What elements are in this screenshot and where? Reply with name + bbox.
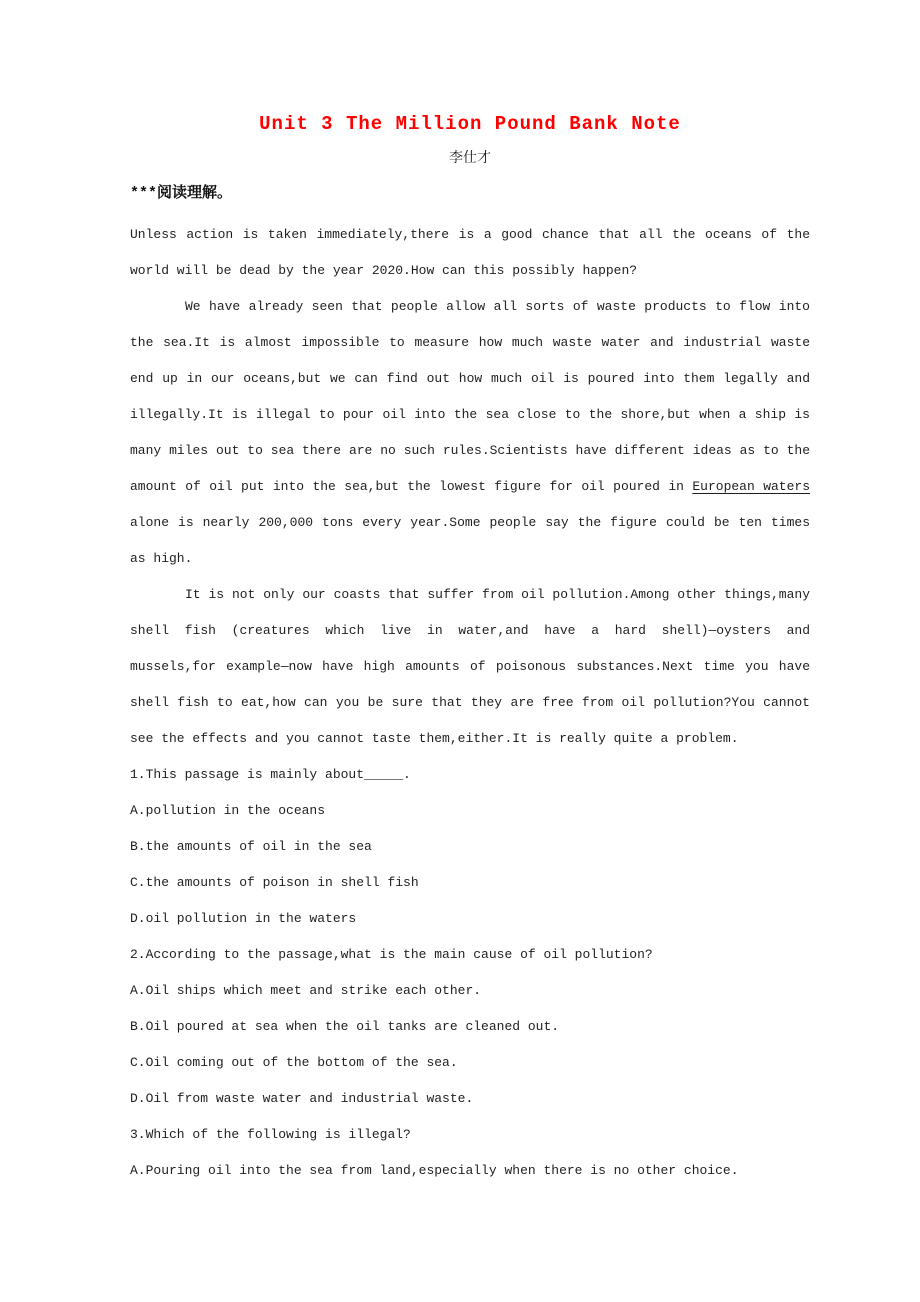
- section-heading: ***阅读理解。: [130, 185, 233, 202]
- passage-text: alone is nearly 200,000 tons every year.Some people say the figure could be ten times as high.: [130, 515, 810, 566]
- question-2-option-a: A.Oil ships which meet and strike each other.: [130, 983, 482, 998]
- passage-and-questions: [130, 217, 810, 1189]
- passage-paragraph-2: [130, 289, 810, 577]
- passage-paragraph-3: [130, 577, 810, 757]
- question-1-option-b: B.the amounts of oil in the sea: [130, 839, 372, 854]
- question-2-option-b: B.Oil poured at sea when the oil tanks are cleaned out.: [130, 1019, 560, 1034]
- question-1-option-c: C.the amounts of poison in shell fish: [130, 875, 419, 890]
- underlined-phrase: European waters: [692, 479, 810, 494]
- question-2-option-c: C.Oil coming out of the bottom of the sea.: [130, 1055, 458, 1070]
- question-2-stem: 2.According to the passage,what is the main cause of oil pollution?: [130, 947, 653, 962]
- question-1-stem: 1.This passage is mainly about_____.: [130, 767, 411, 782]
- author-name: 李仕才: [449, 151, 491, 167]
- question-1-option-d: D.oil pollution in the waters: [130, 911, 357, 926]
- question-2-option-d: D.Oil from waste water and industrial waste.: [130, 1091, 474, 1106]
- passage-paragraph-1: [130, 217, 810, 289]
- question-3-stem: 3.Which of the following is illegal?: [130, 1127, 411, 1142]
- passage-text: We have already seen that people allow all sorts of waste products to flow into the sea.It is almost impossible to measure how much waste water and industrial waste end up in our oceans,but we can find out how much oil is poured into them legally and illegally.It is illegal to pour oil into the sea close to the shore,but when a ship is many miles out to sea there are no such rules.Scientists have different ideas as to the amount of oil put into the sea,but the lowest figure for oil poured in: [130, 299, 810, 494]
- question-3-option-a: A.Pouring oil into the sea from land,especially when there is no other choice.: [130, 1163, 739, 1178]
- passage-text: It is not only our coasts that suffer from oil pollution.Among other things,many shell fish (creatures which live in water,and have a hard shell)—oysters and mussels,for example—now have high amounts of poisonous substances.Next time you have shell fish to eat,how can you be sure that they are free from oil pollution?You cannot see the effects and you cannot taste them,either.It is really quite a problem.: [130, 587, 810, 746]
- passage-text: Unless action is taken immediately,there is a good chance that all the oceans of the world will be dead by the year 2020.How can this possibly happen?: [130, 227, 810, 278]
- question-1-option-a: A.pollution in the oceans: [130, 803, 326, 818]
- doc-title: Unit 3 The Million Pound Bank Note: [259, 113, 681, 135]
